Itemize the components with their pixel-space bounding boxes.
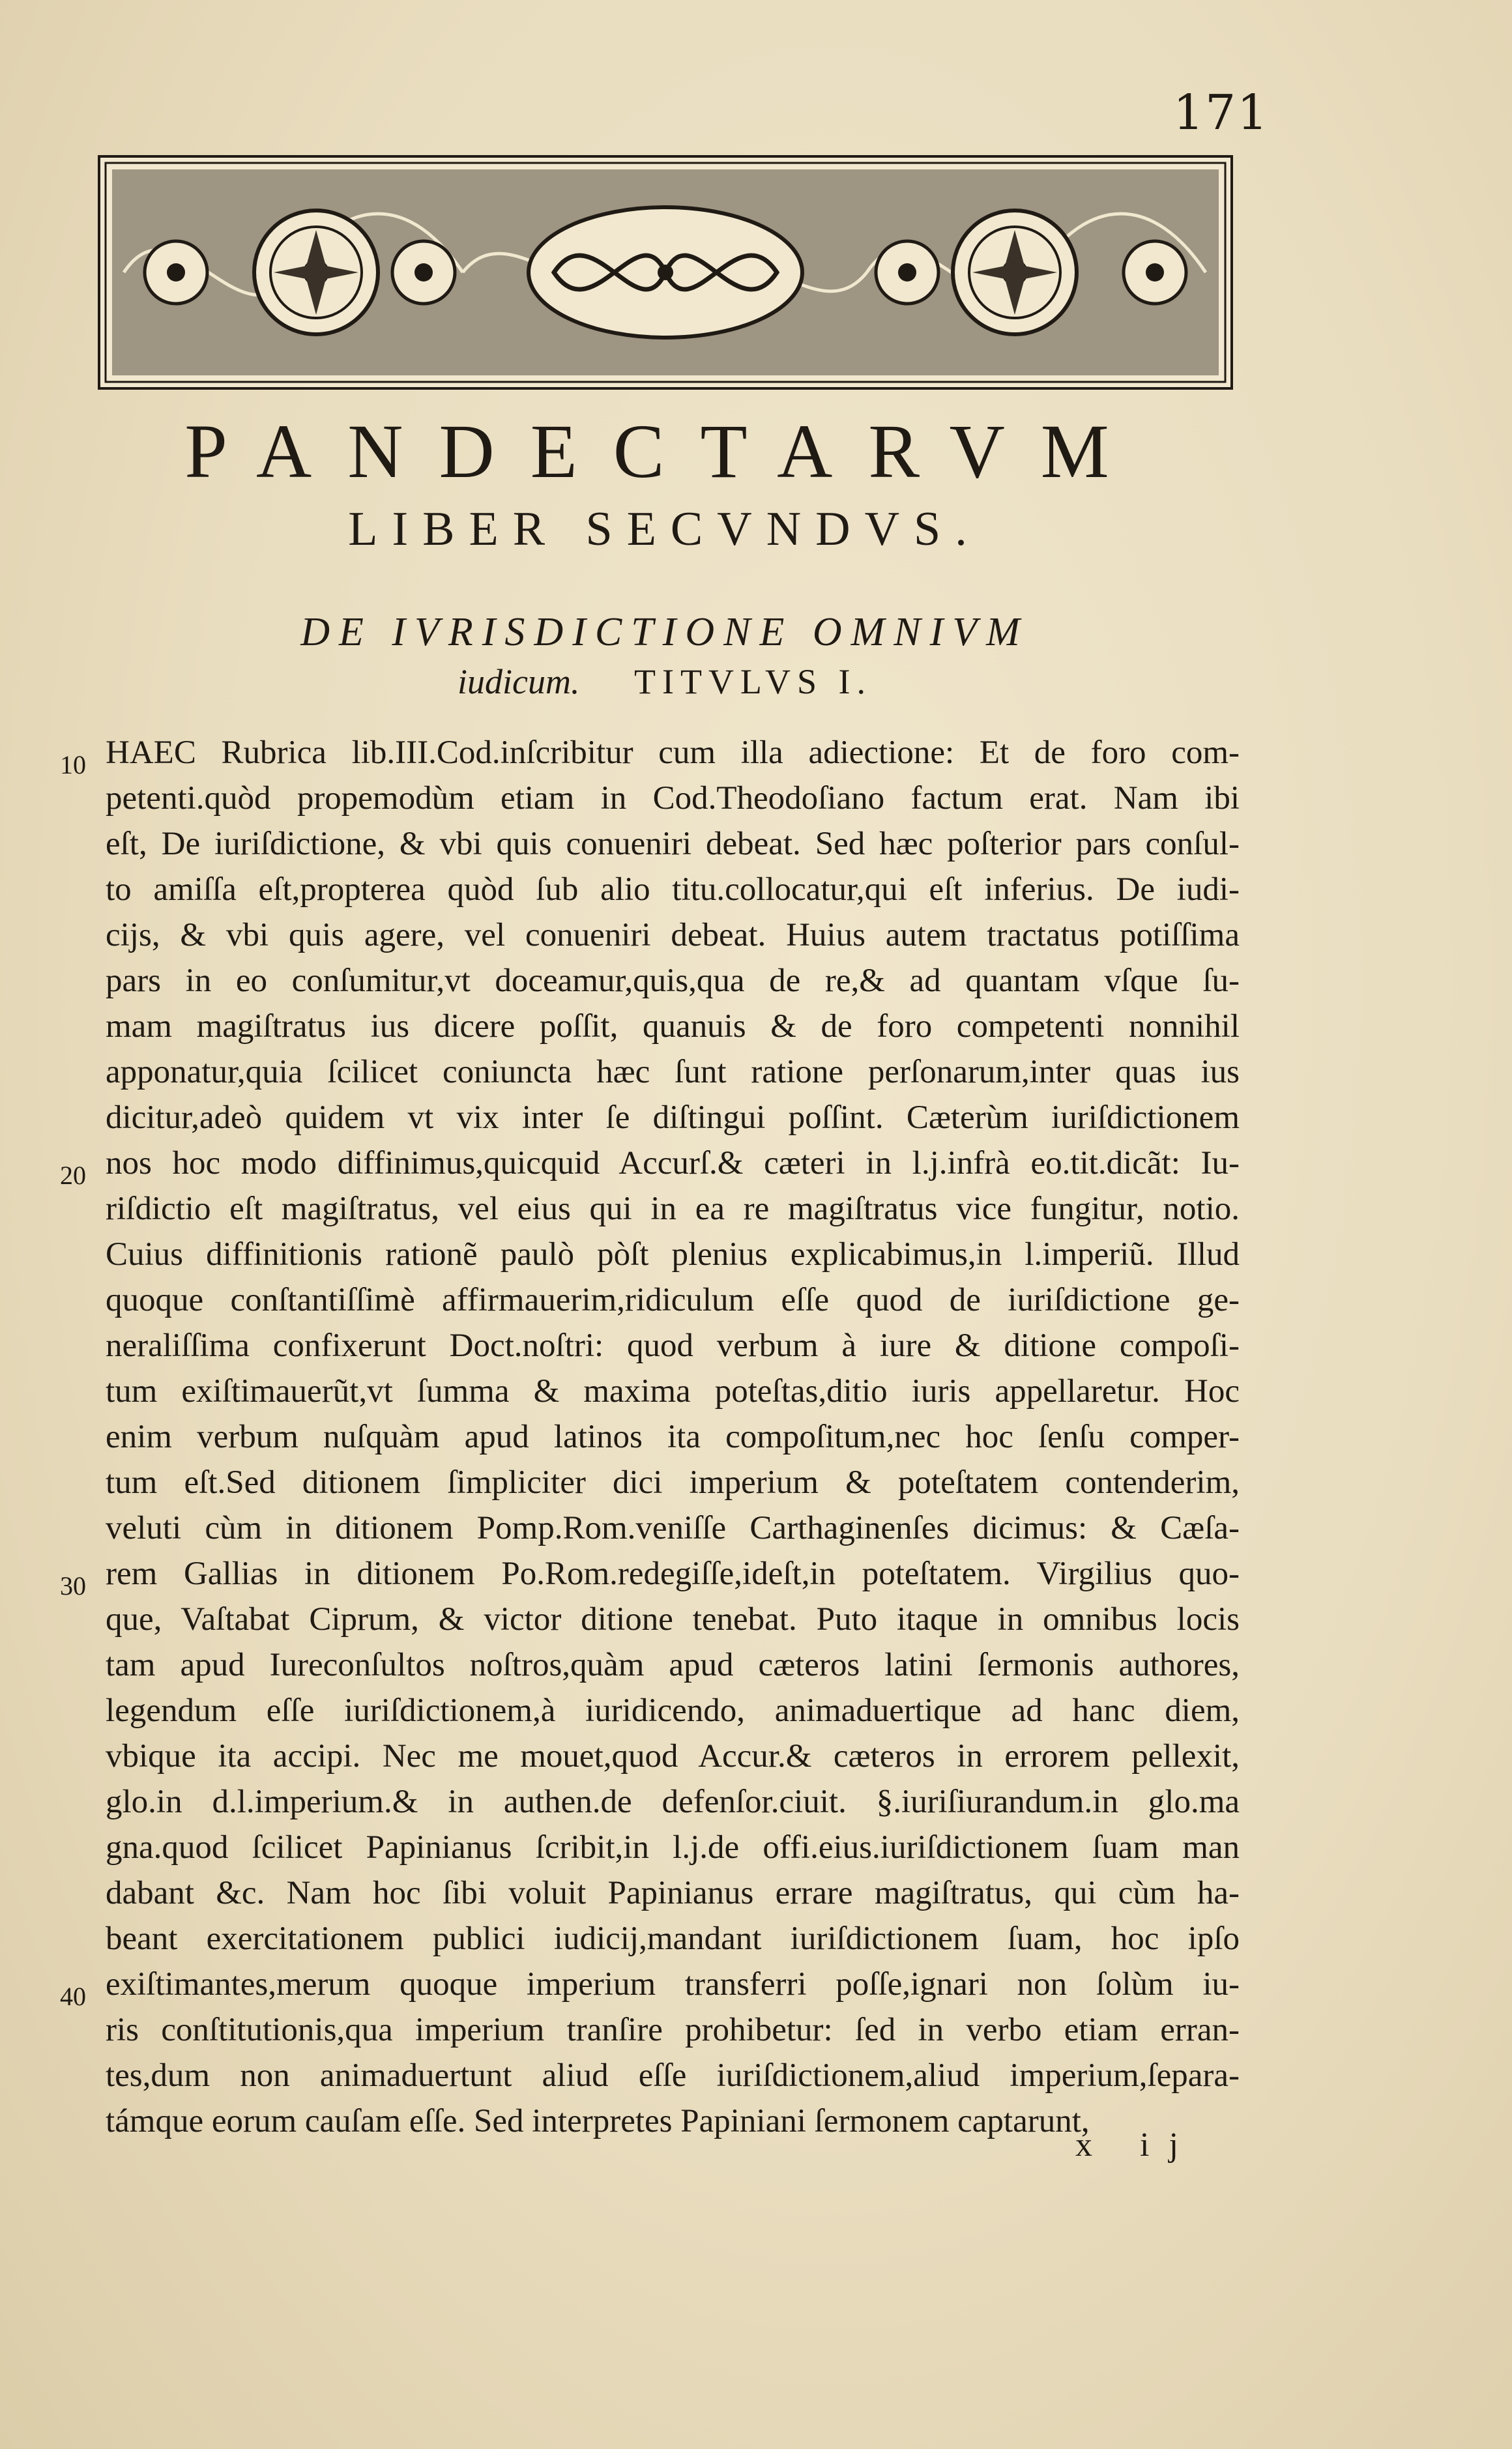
text-line: ris conſtitutionis,qua imperium tranſire prohibetur: ſed in verbo etiam erran- (106, 2012, 1240, 2048)
margin-line-number: 10 (60, 750, 86, 779)
text-line: legendum eſſe iuriſdictionem,à iuridicendo, animaduertique ad hanc diem, (106, 1692, 1240, 1729)
text-line: dabant &c. Nam hoc ſibi voluit Papinianus errare magiſtratus, qui cùm ha- (106, 1875, 1240, 1911)
text-line: pars in eo conſumitur,vt doceamur,quis,qua de re,& ad quantam vſque ſu- (106, 963, 1240, 999)
margin-line-number: 40 (60, 1982, 86, 2011)
book-title: PANDECTARVM (184, 409, 1145, 494)
text-line: tum eſt.Sed ditionem ſimpliciter dici imperium & poteſtatem contenderim, (106, 1464, 1240, 1501)
text-line: cijs, & vbi quis agere, vel conueniri debeat. Huius autem tractatus potiſſima (106, 917, 1240, 953)
margin-line-number: 30 (60, 1571, 86, 1601)
text-line: que, Vaſtabat Ciprum, & victor ditione tenebat. Puto itaque in omnibus locis (106, 1601, 1240, 1638)
text-line: apponatur,quia ſcilicet coniuncta hæc ſunt ratione perſonarum,inter quas ius (106, 1054, 1240, 1090)
title-number: TITVLVS I. (633, 662, 872, 701)
text-line: Cuius diffinitionis rationẽ paulò pòſt plenius explicabimus,in l.imperiũ. Illud (106, 1236, 1240, 1273)
text-line: támque eorum cauſam eſſe. Sed interpretes Papiniani ſermonem captarunt, (106, 2103, 1090, 2139)
rosette-left-icon (254, 210, 378, 334)
book-subtitle: LIBER SECVNDVS. (348, 502, 981, 556)
text-line: veluti cùm in ditionem Pomp.Rom.veniſſe Carthaginenſes dicimus: & Cæſa- (106, 1510, 1240, 1546)
text-line: quoque conſtantiſſimè affirmauerim,ridiculum eſſe quod de iuriſdictione ge- (106, 1282, 1240, 1318)
text-line: vbique ita accipi. Nec me mouet,quod Accur.& cæteros in errorem pellexit, (106, 1738, 1240, 1775)
text-line: tam apud Iureconſultos noſtros,quàm apud cæteros latini ſermonis authores, (106, 1647, 1240, 1683)
text-line: tum exiſtimauerũt,vt ſumma & maxima poteſtas,ditio iuris appellaretur. Hoc (106, 1373, 1240, 1410)
text-line: glo.in d.l.imperium.& in authen.de defenſor.ciuit. §.iuriſiurandum.in glo.ma (106, 1784, 1240, 1820)
text-line: rem Gallias in ditionem Po.Rom.redegiſſe,ideſt,in poteſtatem. Virgilius quo- (106, 1556, 1240, 1592)
text-line: tes,dum non animaduertunt aliud eſſe iuriſdictionem,aliud imperium,ſepara- (106, 2057, 1240, 2094)
text-line: dicitur,adeò quidem vt vix inter ſe diſtingui poſſint. Cæterùm iuriſdictionem (106, 1099, 1240, 1136)
text-line: HAEC Rubrica lib.III.Cod.inſcribitur cum illa adiectione: Et de foro com- (106, 734, 1240, 771)
decorative-headpiece (98, 155, 1233, 390)
margin-line-number: 20 (60, 1161, 86, 1190)
rosette-right-icon (953, 210, 1077, 334)
signature-mark: x ij (1075, 2126, 1198, 2164)
text-line: eſt, De iuriſdictione, & vbi quis conueniri debeat. Sed hæc poſterior pars conſul- (106, 826, 1240, 862)
text-line: nos hoc modo diffinimus,quicquid Accurſ.& cæteri in l.j.infrà eo.tit.dicãt: Iu- (106, 1145, 1240, 1181)
text-line: gna.quod ſcilicet Papinianus ſcribit,in l.j.de offi.eius.iuriſdictionem ſuam man (106, 1829, 1240, 1866)
text-line: mam magiſtratus ius dicere poſſit, quanuis & de foro competenti nonnihil (106, 1008, 1240, 1045)
heading-italic-word: iudicum. (458, 662, 580, 701)
page-number: 171 (1173, 85, 1270, 141)
text-line: riſdictio eſt magiſtratus, vel eius qui in ea re magiſtratus vice fungitur, notio. (106, 1191, 1240, 1227)
text-line: neraliſſima confixerunt Doct.noſtri: quod verbum à iure & ditione compoſi- (106, 1327, 1240, 1364)
central-knot-icon (529, 207, 802, 338)
section-heading-line-2 (104, 661, 1225, 702)
text-line: petenti.quòd propemodùm etiam in Cod.Theodoſiano factum erat. Nam ibi (106, 780, 1240, 817)
text-line: enim verbum nuſquàm apud latinos ita compoſitum,nec hoc ſenſu comper- (106, 1419, 1240, 1455)
section-heading: DE IVRISDICTIONE OMNIVM (300, 610, 1029, 654)
text-line: beant exercitationem publici iudicij,mandant iuriſdictionem ſuam, hoc ipſo (106, 1920, 1240, 1957)
text-line: to amiſſa eſt,propterea quòd ſub alio titu.collocatur,qui eſt inferius. De iudi- (106, 871, 1240, 908)
text-line: exiſtimantes,merum quoque imperium transferri poſſe,ignari non ſolùm iu- (106, 1966, 1240, 2003)
body-text (106, 730, 1240, 2144)
